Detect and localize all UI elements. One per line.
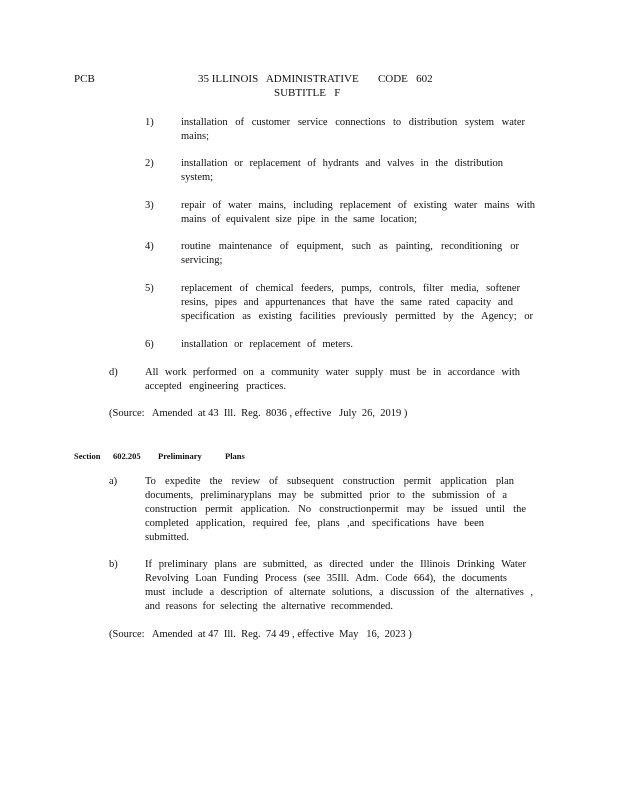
paragraph-label: a): [109, 476, 118, 487]
list-item-text: mains;: [181, 131, 209, 142]
list-item-text: replacement of chemical feeders, pumps, controls, filter media, softener: [181, 283, 520, 294]
list-item-text: repair of water mains, including replacement of existing water mains with: [181, 200, 535, 211]
list-item-text: specification as existing facilities previously permitted by the Agency; or: [181, 311, 533, 322]
source-note: (Source: Amended at 47 Ill. Reg. 74 49 , effective May 16, 2023 ): [109, 629, 412, 640]
list-item-number: 3): [145, 200, 154, 211]
list-item-text: servicing;: [181, 255, 223, 266]
paragraph-text: If preliminary plans are submitted, as directed under the Illinois Drinking Water: [145, 559, 526, 570]
paragraph-text: must include a description of alternate solutions, a discussion of the alternatives ,: [145, 587, 533, 598]
paragraph-text: completed application, required fee, plans ,and specifications have been: [145, 518, 484, 529]
section-label: Section: [74, 451, 101, 461]
list-item-number: 5): [145, 283, 154, 294]
list-item-number: 1): [145, 117, 154, 128]
paragraph-text: submitted.: [145, 532, 190, 543]
section-title: Preliminary: [158, 451, 202, 461]
paragraph-label: b): [109, 559, 118, 570]
header-subtitle: SUBTITLE F: [274, 87, 341, 99]
list-item-number: 6): [145, 339, 154, 350]
list-item-text: installation of customer service connections to distribution system water: [181, 117, 525, 128]
list-item-number: 4): [145, 241, 154, 252]
section-title: Plans: [225, 451, 245, 461]
paragraph-text: To expedite the review of subsequent construction permit application plan: [145, 476, 514, 487]
list-item-text: installation or replacement of meters.: [181, 339, 353, 350]
paragraph-text: documents, preliminaryplans may be submitted prior to the submission of a: [145, 490, 507, 501]
header-left: PCB: [74, 73, 95, 85]
source-note: (Source: Amended at 43 Ill. Reg. 8036 , effective July 26, 2019 ): [109, 408, 408, 419]
header-title: 35 ILLINOIS ADMINISTRATIVE CODE 602: [198, 73, 433, 85]
paragraph-label: d): [109, 367, 118, 378]
section-number: 602.205: [113, 451, 141, 461]
list-item-text: resins, pipes and appurtenances that have the same rated capacity and: [181, 297, 513, 308]
list-item-number: 2): [145, 158, 154, 169]
paragraph-text: Revolving Loan Funding Process (see 35Ill. Adm. Code 664), the documents: [145, 573, 507, 584]
list-item-text: mains of equivalent size pipe in the same location;: [181, 214, 417, 225]
paragraph-text: construction permit application. No constructionpermit may be issued until the: [145, 504, 526, 515]
list-item-text: routine maintenance of equipment, such as painting, reconditioning or: [181, 241, 519, 252]
paragraph-text: All work performed on a community water supply must be in accordance with: [145, 367, 520, 378]
paragraph-text: accepted engineering practices.: [145, 381, 286, 392]
list-item-text: installation or replacement of hydrants and valves in the distribution: [181, 158, 503, 169]
paragraph-text: and reasons for selecting the alternative recommended.: [145, 601, 393, 612]
list-item-text: system;: [181, 172, 214, 183]
